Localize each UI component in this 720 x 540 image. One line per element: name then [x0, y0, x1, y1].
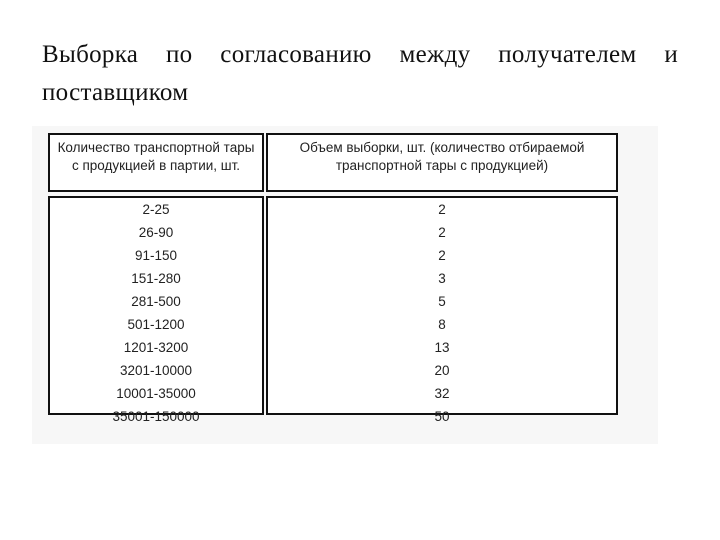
quantity-cell: 281-500 [131, 294, 181, 309]
quantity-cell: 1201-3200 [123, 340, 189, 355]
sample-size-cell: 50 [434, 409, 450, 424]
quantity-cell: 10001-35000 [116, 386, 196, 401]
quantity-cell: 2-25 [142, 202, 170, 217]
sample-size-cell: 8 [438, 317, 446, 332]
quantity-cell: 151-280 [131, 271, 181, 286]
sample-size-cell: 2 [438, 248, 446, 263]
quantity-column [48, 196, 264, 424]
quantity-cell: 3201-10000 [119, 363, 193, 378]
sample-size-cell: 13 [434, 340, 450, 355]
column-header-sample-size: Объем выборки, шт. (количество отбираемой транспортной тары с продукцией) [266, 133, 618, 192]
sample-size-cell: 2 [438, 202, 446, 217]
column-header-quantity: Количество транспортной тары с продукцией в партии, шт. [48, 133, 264, 192]
quantity-cell: 26-90 [138, 225, 174, 240]
sample-size-cell: 3 [438, 271, 446, 286]
sample-size-cell: 20 [434, 363, 450, 378]
slide-title: Выборка по согласованию между получателем и поставщиком [42, 41, 678, 106]
sample-size-cell: 32 [434, 386, 450, 401]
quantity-cell: 35001-150000 [112, 409, 200, 424]
sample-size-cell: 5 [438, 294, 446, 309]
sampling-table [48, 133, 618, 424]
quantity-cell: 91-150 [134, 248, 178, 263]
quantity-cell: 501-1200 [127, 317, 185, 332]
sample-size-cell: 2 [438, 225, 446, 240]
sample-size-column [266, 196, 618, 424]
